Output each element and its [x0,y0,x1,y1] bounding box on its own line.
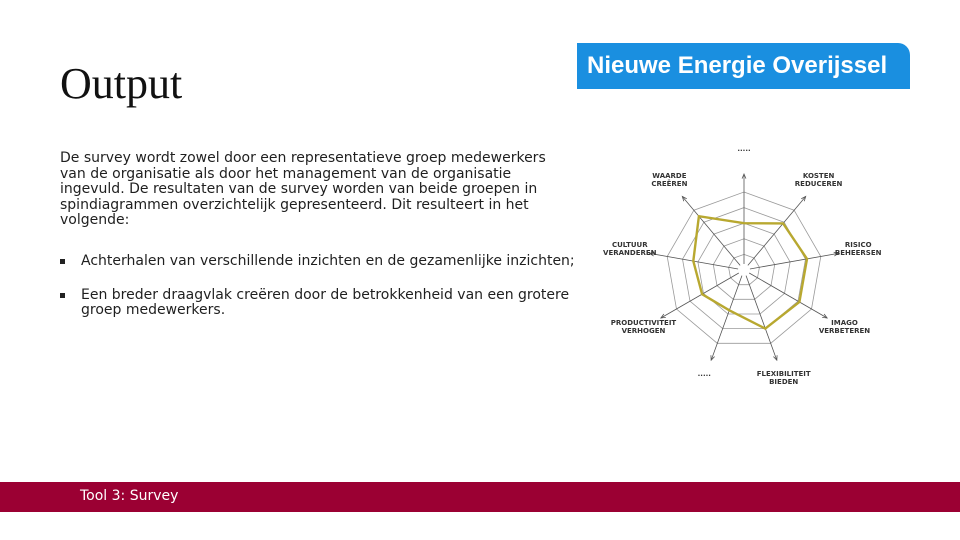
radar-axis-label [611,319,677,335]
radar-axis-label-line: REDUCEREN [794,180,843,189]
radar-axis-label-line: KOSTEN [802,172,835,181]
radar-axis-label-line: RISICO [844,240,872,249]
radar-axis-label-line: VERBETEREN [818,327,871,335]
radar-axis-line [746,276,777,361]
radar-chart [577,145,912,395]
footer-label: Tool 3: Survey [80,488,179,504]
radar-axis-label-line: VERANDEREN [603,248,657,257]
radar-axis-label-line: CULTUUR [611,240,648,249]
bullet-square-icon [60,293,65,298]
radar-axis-line [748,196,806,265]
radar-axis-line [711,276,742,361]
radar-axis-label-line: WAARDE [652,172,687,181]
radar-axis-label-line: PRODUCTIVITEIT [610,319,677,327]
slide-title: Output [60,59,183,108]
radar-axis-label [603,241,657,257]
radar-axis-label-line: BEHEERSEN [834,248,882,257]
radar-axis-label [737,145,750,153]
bullet-square-icon [60,259,65,264]
list-item [60,254,575,270]
radar-axis-label [795,172,843,188]
radar-axis-line [750,253,839,269]
radar-axis-label-line: ..... [697,370,711,378]
radar-axis-label [757,370,811,386]
radar-axis-label-line: FLEXIBILITEIT [756,370,811,378]
brand-logo-text: Nieuwe Energie Overijssel [587,52,888,79]
radar-axis-line [682,196,740,265]
radar-data-series [693,216,807,328]
radar-axis-label-line: IMAGO [831,319,858,327]
bullet-list [60,254,575,337]
intro-paragraph: De survey wordt zowel door een representatieve groep medewerkers van de organisatie als door het management van de organisatie ingevuld. De resultaten van de survey worden van beide groepen in spindiagrammen overzichtelijk gepresenteerd. Dit resulteert in het volgende: [60,150,546,228]
list-item [60,288,575,319]
footer-bar [0,482,960,512]
radar-axis-label-line: VERHOGEN [621,327,666,335]
radar-axis-label [698,370,711,378]
radar-axis-label [651,172,687,188]
radar-axis-label-line: BIEDEN [769,378,799,386]
radar-axis-label-line: ..... [737,145,751,153]
radar-axis-line [661,273,739,318]
radar-axis-label-line: CREËREN [651,180,688,189]
bullet-text: Een breder draagvlak creëren door de betrokkenheid van een grotere groep medewerkers. [81,286,570,318]
radar-axis-label [819,319,870,335]
brand-logo [577,43,910,89]
radar-axis-label [835,241,882,257]
bullet-text: Achterhalen van verschillende inzichten en de gezamenlijke inzichten; [81,253,575,269]
